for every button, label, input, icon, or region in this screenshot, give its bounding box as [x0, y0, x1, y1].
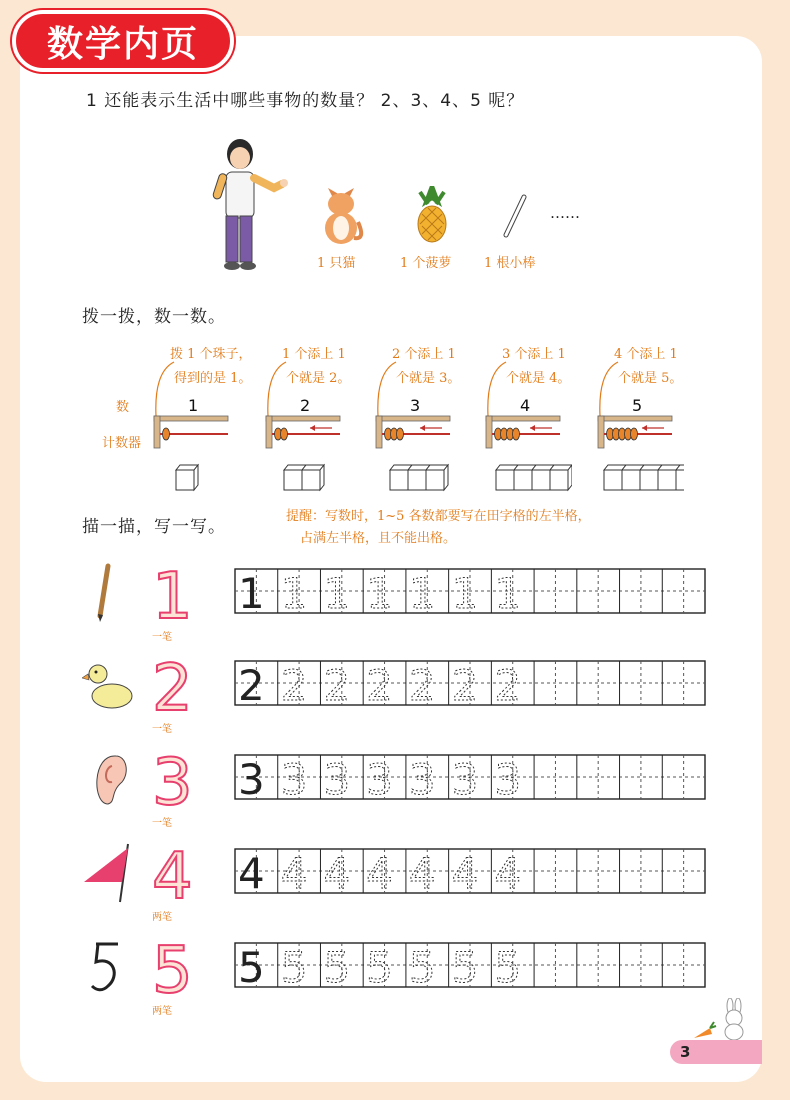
abacus-number-1: 1	[188, 396, 199, 415]
trace-digit: 1	[451, 569, 479, 614]
page-banner: 数学内页	[12, 10, 234, 72]
abacus-note-2-line1: 1 个添上 1	[282, 347, 346, 362]
trace-digit: 1	[408, 569, 436, 614]
stroke-count-label: 两笔	[152, 1006, 172, 1017]
trace-digit: 1	[323, 569, 351, 614]
trace-digit: 4	[451, 849, 479, 894]
abacus-bead	[163, 428, 170, 440]
abacus-number-2: 2	[300, 396, 311, 415]
question-text: 1 还能表示生活中哪些事物的数量？ 2、3、4、5 呢？	[86, 91, 525, 111]
abacus-bead	[631, 428, 638, 440]
digit-guide-text: 4	[152, 840, 193, 906]
left-arrow-icon	[530, 425, 535, 431]
stroke-count-label: 两笔	[152, 912, 172, 923]
duck-icon	[82, 654, 136, 716]
abacus-section-heading: 拨一拨，数一数。	[82, 307, 226, 327]
sample-digit: 1	[238, 569, 265, 614]
digit-guide-1	[148, 560, 194, 626]
trace-digit: 5	[451, 943, 479, 988]
sample-digit: 5	[238, 943, 265, 988]
abacus-number-3: 3	[410, 396, 421, 415]
trace-digit: 2	[494, 661, 522, 706]
abacus-note-1-line2: 得到的是 1。	[174, 371, 252, 386]
trace-digit: 2	[408, 661, 436, 706]
digit-guide-3	[148, 746, 194, 812]
digit-guide-4	[148, 840, 194, 906]
writing-grid[interactable]	[234, 942, 706, 988]
abacus-note-4-line1: 3 个添上 1	[502, 347, 566, 362]
trace-digit: 2	[280, 661, 308, 706]
digit-guide-5	[148, 934, 194, 1000]
trace-digit: 4	[408, 849, 436, 894]
abacus-1	[150, 352, 240, 494]
sample-digit: 3	[238, 755, 265, 800]
trace-digit: 2	[366, 661, 393, 706]
curved-arrow-icon	[488, 362, 506, 416]
abacus-note-3-line1: 2 个添上 1	[392, 347, 456, 362]
cat-illustration	[318, 182, 368, 246]
trace-digit: 5	[323, 943, 351, 988]
abacus-note-1-line1: 拨 1 个珠子，	[170, 347, 252, 362]
cat-caption: 1 只猫	[317, 256, 356, 271]
unit-cube	[676, 465, 684, 490]
curved-arrow-icon	[378, 362, 396, 416]
digit-guide-text: 1	[152, 560, 193, 626]
trace-digit: 3	[408, 755, 436, 800]
abacus-3	[372, 352, 462, 494]
trace-digit: 3	[494, 755, 522, 800]
abacus-number-5: 5	[632, 396, 643, 415]
left-arrow-icon	[310, 425, 315, 431]
trace-digit: 2	[323, 661, 351, 706]
abacus-note-2-line2: 个就是 2。	[286, 371, 351, 386]
boy-illustration	[212, 136, 292, 278]
unit-cube	[302, 465, 324, 490]
abacus-note-4-line2: 个就是 4。	[506, 371, 571, 386]
unit-cube	[176, 465, 198, 490]
flag-icon	[82, 842, 136, 904]
stroke-count-label: 一笔	[152, 818, 172, 829]
abacus-number-4: 4	[520, 396, 531, 415]
number-side-label: 数	[116, 400, 130, 415]
abacus-note-5-line2: 个就是 5。	[618, 371, 683, 386]
stroke-count-label: 一笔	[152, 632, 172, 643]
pineapple-caption: 1 个菠萝	[400, 256, 452, 271]
left-arrow-icon	[420, 425, 425, 431]
abacus-bead	[281, 428, 288, 440]
unit-cube	[550, 465, 572, 490]
trace-digit: 4	[494, 849, 522, 894]
abacus-bead	[397, 428, 404, 440]
abacus-2	[262, 352, 352, 494]
writing-grid[interactable]	[234, 568, 706, 614]
trace-digit: 5	[408, 943, 436, 988]
abacus-5	[594, 352, 684, 494]
tip-line-2: 占满左半格，且不能出格。	[300, 531, 457, 546]
trace-digit: 5	[280, 943, 308, 988]
abacus-bead	[513, 428, 520, 440]
trace-digit: 1	[494, 569, 522, 614]
trace-digit: 1	[280, 569, 308, 614]
stick-caption: 1 根小棒	[484, 256, 536, 271]
writing-grid[interactable]	[234, 848, 706, 894]
bunny-icon	[690, 998, 754, 1042]
curved-arrow-icon	[156, 362, 174, 416]
ear-icon	[82, 748, 136, 810]
abacus-4	[482, 352, 572, 494]
ellipsis-text: ……	[550, 204, 580, 222]
trace-digit: 4	[366, 849, 393, 894]
trace-digit: 3	[451, 755, 479, 800]
stroke-count-label: 一笔	[152, 724, 172, 735]
digit-guide-text: 2	[152, 652, 193, 718]
unit-cube	[426, 465, 448, 490]
trace-digit: 3	[323, 755, 351, 800]
tip-line-1: 提醒：写数时，1~5 各数都要写在田字格的左半格，	[286, 509, 591, 524]
left-arrow-icon	[642, 425, 647, 431]
trace-digit: 3	[366, 755, 393, 800]
digit-guide-text: 3	[152, 746, 193, 812]
writing-grid[interactable]	[234, 754, 706, 800]
trace-digit: 5	[494, 943, 522, 988]
pineapple-illustration	[414, 186, 450, 244]
digit-guide-2	[148, 652, 194, 718]
trace-digit: 2	[451, 661, 479, 706]
trace-digit: 5	[366, 943, 393, 988]
writing-grid[interactable]	[234, 660, 706, 706]
abacus-note-5-line1: 4 个添上 1	[614, 347, 678, 362]
abacus-note-3-line2: 个就是 3。	[396, 371, 461, 386]
abacus-side-label: 计数器	[102, 436, 142, 451]
sample-digit: 2	[238, 661, 265, 706]
trace-digit: 3	[280, 755, 308, 800]
digit-guide-text: 5	[152, 934, 193, 1000]
stick-illustration	[502, 194, 528, 238]
write-section-heading: 描一描，写一写。	[82, 517, 226, 537]
trace-digit: 4	[323, 849, 351, 894]
curved-arrow-icon	[600, 362, 618, 416]
page-paper	[20, 36, 762, 1082]
curved-arrow-icon	[268, 362, 286, 416]
hook-icon	[82, 936, 136, 998]
page-number: 3	[680, 1043, 691, 1061]
sample-digit: 4	[238, 849, 265, 894]
trace-digit: 4	[280, 849, 308, 894]
trace-digit: 1	[366, 569, 393, 614]
pencil-icon	[82, 562, 136, 624]
